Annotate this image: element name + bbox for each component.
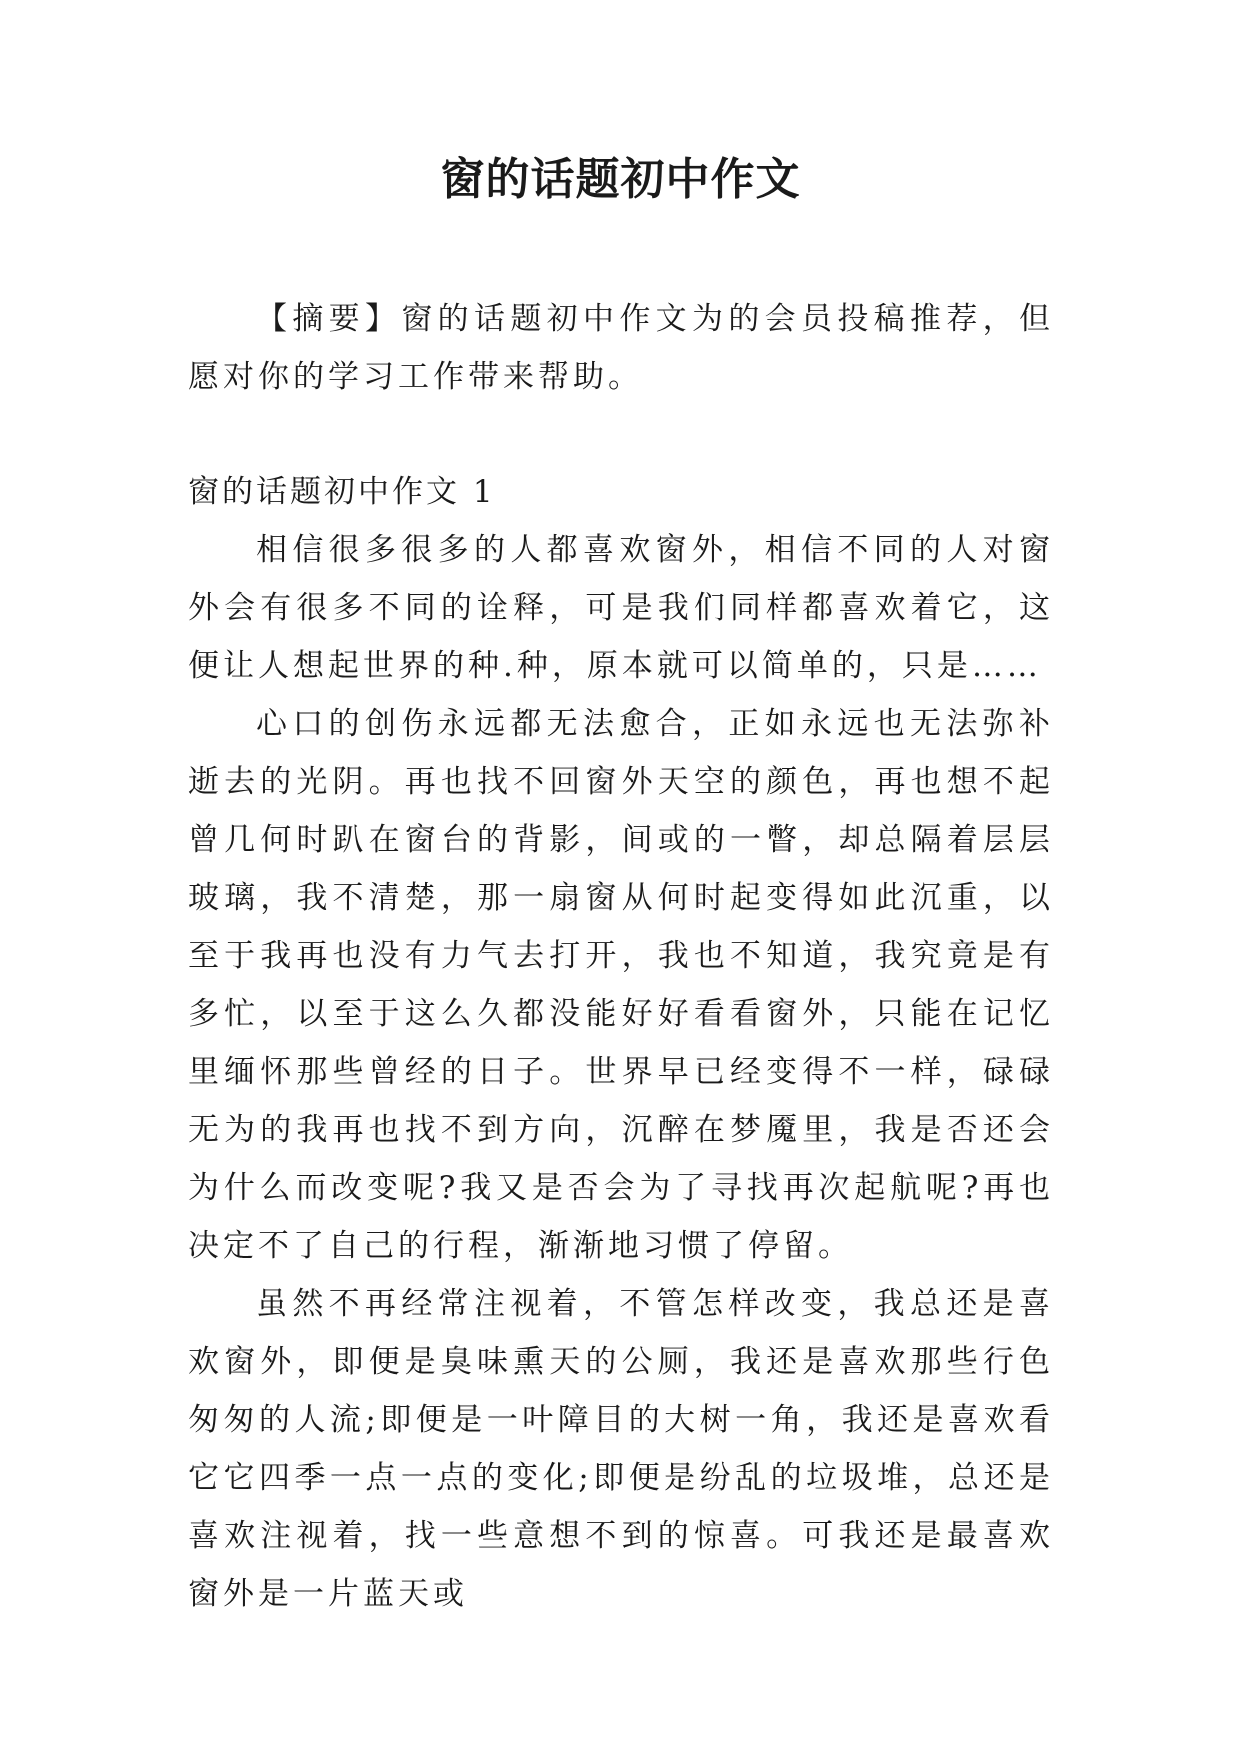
document-title: 窗的话题初中作文	[440, 154, 801, 205]
body-paragraph-1: 相信很多很多的人都喜欢窗外，相信不同的人对窗外会有很多不同的诠释，可是我们同样都喜欢着它，这便让人想起世界的种.种，原本就可以简单的，只是……	[188, 532, 1054, 684]
section-heading: 窗的话题初中作文 1	[188, 474, 496, 510]
body-paragraph-3: 虽然不再经常注视着，不管怎样改变，我总还是喜欢窗外，即便是臭味熏天的公厕，我还是喜欢那些行色匆匆的人流;即便是一叶障目的大树一角，我还是喜欢看它它四季一点一点的变化;即便是纷乱的垃圾堆，总还是喜欢注视着，找一些意想不到的惊喜。可我还是最喜欢窗外是一片蓝天或	[188, 1286, 1054, 1612]
body-paragraph-2: 心口的创伤永远都无法愈合，正如永远也无法弥补逝去的光阴。再也找不回窗外天空的颜色，再也想不起曾几何时趴在窗台的背影，间或的一瞥，却总隔着层层玻璃，我不清楚，那一扇窗从何时起变得如此沉重，以至于我再也没有力气去打开，我也不知道，我究竟是有多忙，以至于这么久都没能好好看看窗外，只能在记忆里缅怀那些曾经的日子。世界早已经变得不一样，碌碌无为的我再也找不到方向，沉醉在梦魇里，我是否还会为什么而改变呢?我又是否会为了寻找再次起航呢?再也决定不了自己的行程，渐渐地习惯了停留。	[188, 706, 1054, 1264]
abstract-paragraph: 【摘要】窗的话题初中作文为的会员投稿推荐，但愿对你的学习工作带来帮助。	[188, 301, 1054, 395]
